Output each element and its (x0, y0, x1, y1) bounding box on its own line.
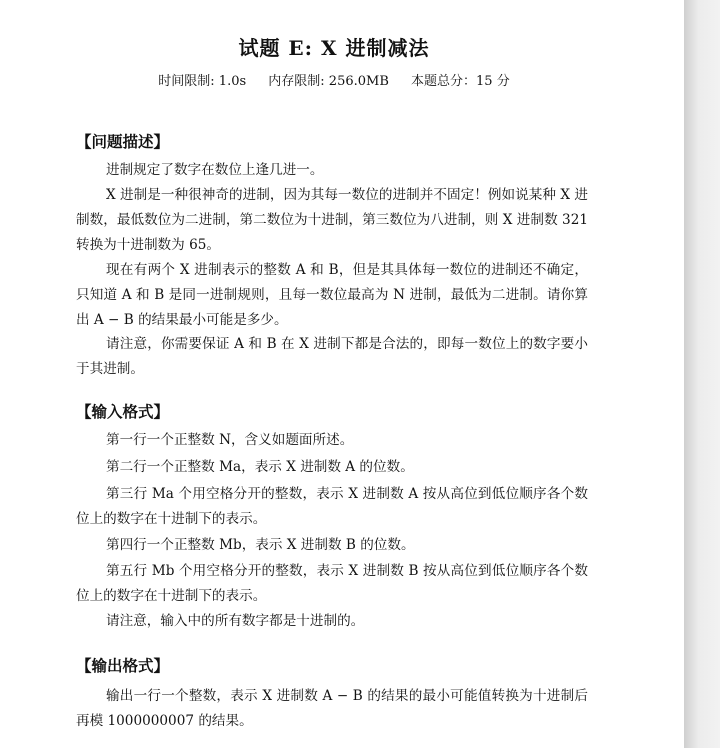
problem-paragraph-3: 现在有两个 X 进制表示的整数 A 和 B，但是其具体每一数位的进制还不确定，只知道 A 和 B 是同一进制规则，且每一数位最高为 N 进制，最低为二进制。请你算出 A − B 的结果最小可能是多少。 (76, 262, 588, 328)
input-paragraph-5: 第五行 Mb 个用空格分开的整数，表示 X 进制数 B 按从高位到低位顺序各个数位上的数字在十进制下的表示。 (76, 563, 588, 604)
problem-title: 试题 E: X 进制减法 (238, 36, 430, 60)
viewer-gutter (684, 0, 720, 748)
problem-paragraph-4: 请注意，你需要保证 A 和 B 在 X 进制下都是合法的，即每一数位上的数字要小于其进制。 (76, 336, 588, 377)
problem-meta (0, 70, 668, 89)
output-format-heading: 【输出格式】 (76, 657, 170, 675)
time-limit: 时间限制: 1.0s (158, 74, 247, 89)
input-paragraph-6: 请注意，输入中的所有数字都是十进制的。 (106, 613, 365, 629)
output-paragraph-1: 输出一行一个整数，表示 X 进制数 A − B 的结果的最小可能值转换为十进制后再模 1000000007 的结果。 (76, 688, 588, 729)
input-paragraph-4: 第四行一个正整数 Mb，表示 X 进制数 B 的位数。 (106, 537, 415, 553)
input-format-heading: 【输入格式】 (76, 403, 170, 421)
problem-description-heading: 【问题描述】 (76, 133, 170, 151)
input-paragraph-3: 第三行 Ma 个用空格分开的整数，表示 X 进制数 A 按从高位到低位顺序各个数位上的数字在十进制下的表示。 (76, 486, 588, 527)
problem-paragraph-2: X 进制是一种很神奇的进制，因为其每一数位的进制并不固定！例如说某种 X 进制数，最低数位为二进制，第二数位为十进制，第三数位为八进制，则 X 进制数 321 转换为十进制数为 65。 (76, 187, 588, 253)
input-paragraph-2: 第二行一个正整数 Ma，表示 X 进制数 A 的位数。 (106, 459, 414, 475)
input-paragraph-1: 第一行一个正整数 N，含义如题面所述。 (106, 432, 354, 448)
memory-limit: 内存限制: 256.0MB (268, 74, 389, 89)
total-score: 本题总分：15 分 (411, 74, 510, 89)
problem-paragraph-1: 进制规定了数字在数位上逢几进一。 (106, 162, 324, 178)
